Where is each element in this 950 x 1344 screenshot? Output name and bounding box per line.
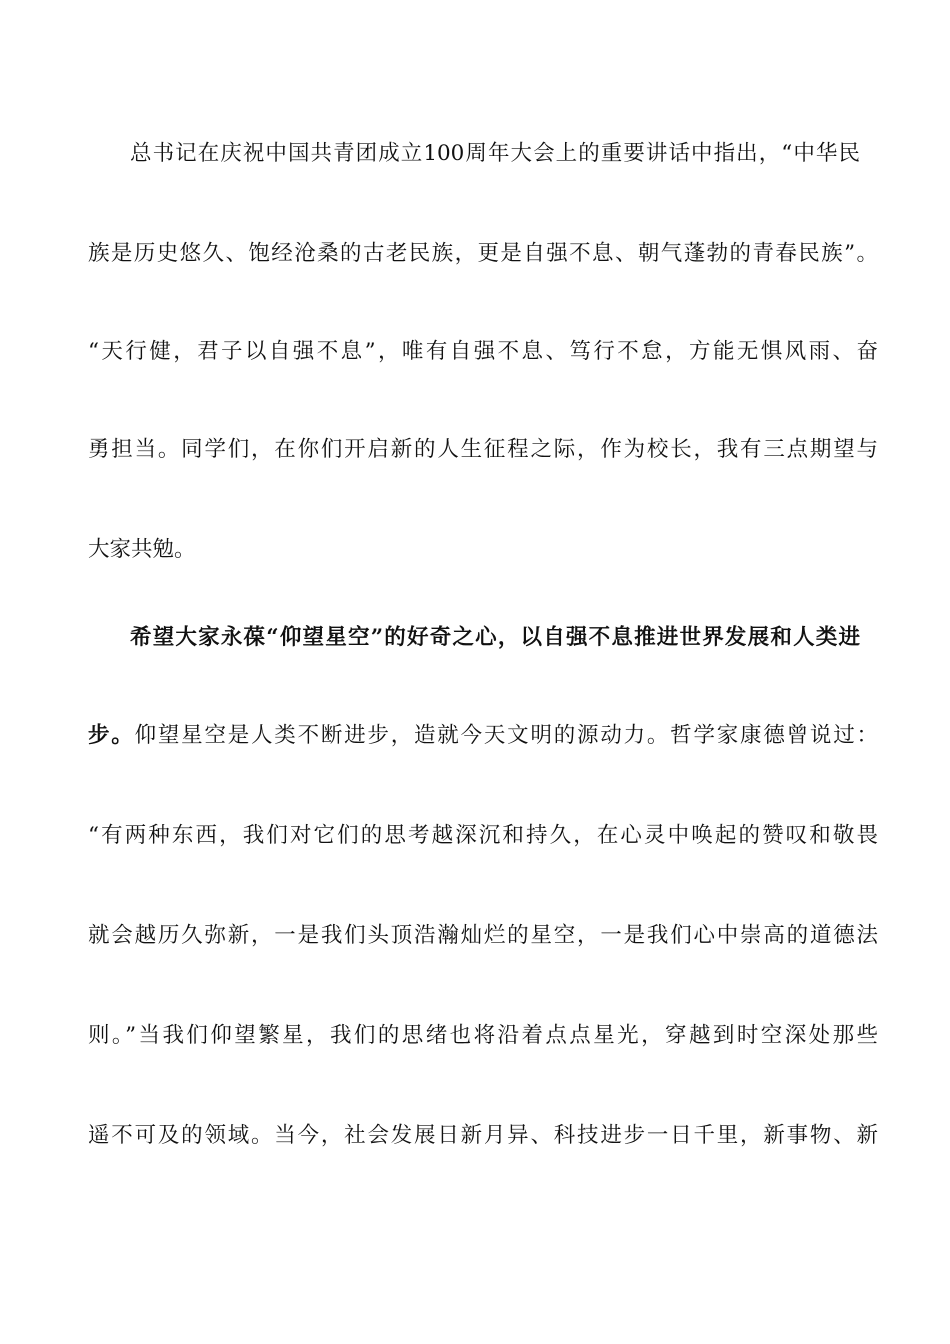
paragraph-2-line-2	[88, 719, 878, 753]
paragraph-2-heading-line-1: 希望大家永葆“仰望星空”的好奇之心，以自强不息推进世界发展和人类进	[130, 625, 860, 650]
paragraph-2-heading-line-2: 步。	[88, 723, 135, 748]
paragraph-2-line-5: 则。”当我们仰望繁星，我们的思绪也将沿着点点星光，穿越到时空深处那些	[88, 1023, 878, 1048]
paragraph-1-line-5: 大家共勉。	[88, 537, 196, 562]
paragraph-1-line-1: 总书记在庆祝中国共青团成立100周年大会上的重要讲话中指出，“中华民	[130, 141, 860, 166]
paragraph-1-line-2: 族是历史悠久、饱经沧桑的古老民族，更是自强不息、朝气蓬勃的青春民族”。	[88, 241, 878, 266]
paragraph-2-line-6: 遥不可及的领域。当今，社会发展日新月异、科技进步一日千里，新事物、新	[88, 1123, 878, 1148]
paragraph-1-line-3: “天行健，君子以自强不息”，唯有自强不息、笃行不怠，方能无惧风雨、奋	[88, 339, 878, 364]
paragraph-2-line-3: “有两种东西，我们对它们的思考越深沉和持久，在心灵中唤起的赞叹和敬畏	[88, 823, 878, 848]
paragraph-1-line-4: 勇担当。同学们，在你们开启新的人生征程之际，作为校长，我有三点期望与	[88, 437, 878, 462]
paragraph-2-line-4: 就会越历久弥新，一是我们头顶浩瀚灿烂的星空，一是我们心中崇高的道德法	[88, 923, 878, 948]
paragraph-2-line-2-text: 仰望星空是人类不断进步，造就今天文明的源动力。哲学家康德曾说过：	[134, 723, 878, 748]
